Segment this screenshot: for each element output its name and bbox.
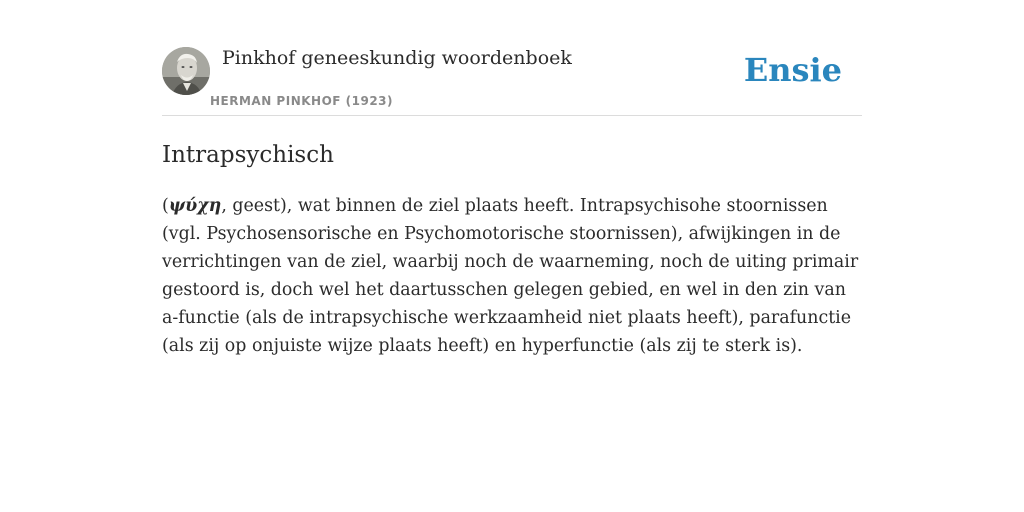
dictionary-title[interactable]: Pinkhof geneeskundig woordenboek [222,47,572,69]
definition-text: , geest), wat binnen de ziel plaats heeft. Intrapsychisohe stoornissen (vgl. Psychosensorische en Psychomotorische stoornissen), afwijkingen in de verrichtingen van de ziel, waarbij noch de waarneming, noch de uiting primair gestoord is, doch wel het daartusschen gelegen gebied, en wel in den zin van a-functie (als de intrapsychische werkzaamheid niet plaats heeft), parafunctie (als zij op onjuiste wijze plaats heeft) en hyperfunctie (als zij te sterk is). [162,196,859,356]
avatar[interactable] [162,47,210,95]
page [162,0,862,356]
author-name: HERMAN PINKHOF (1923) [210,94,394,108]
definition-open-paren: ( [162,196,169,216]
entry-definition [162,192,866,360]
definition-greek-word: ψύχη [168,196,222,216]
author-portrait-icon [162,47,210,95]
header [162,0,862,116]
brand-logo-link[interactable]: Ensie [743,51,842,89]
entry-term: Intrapsychisch [162,142,334,168]
